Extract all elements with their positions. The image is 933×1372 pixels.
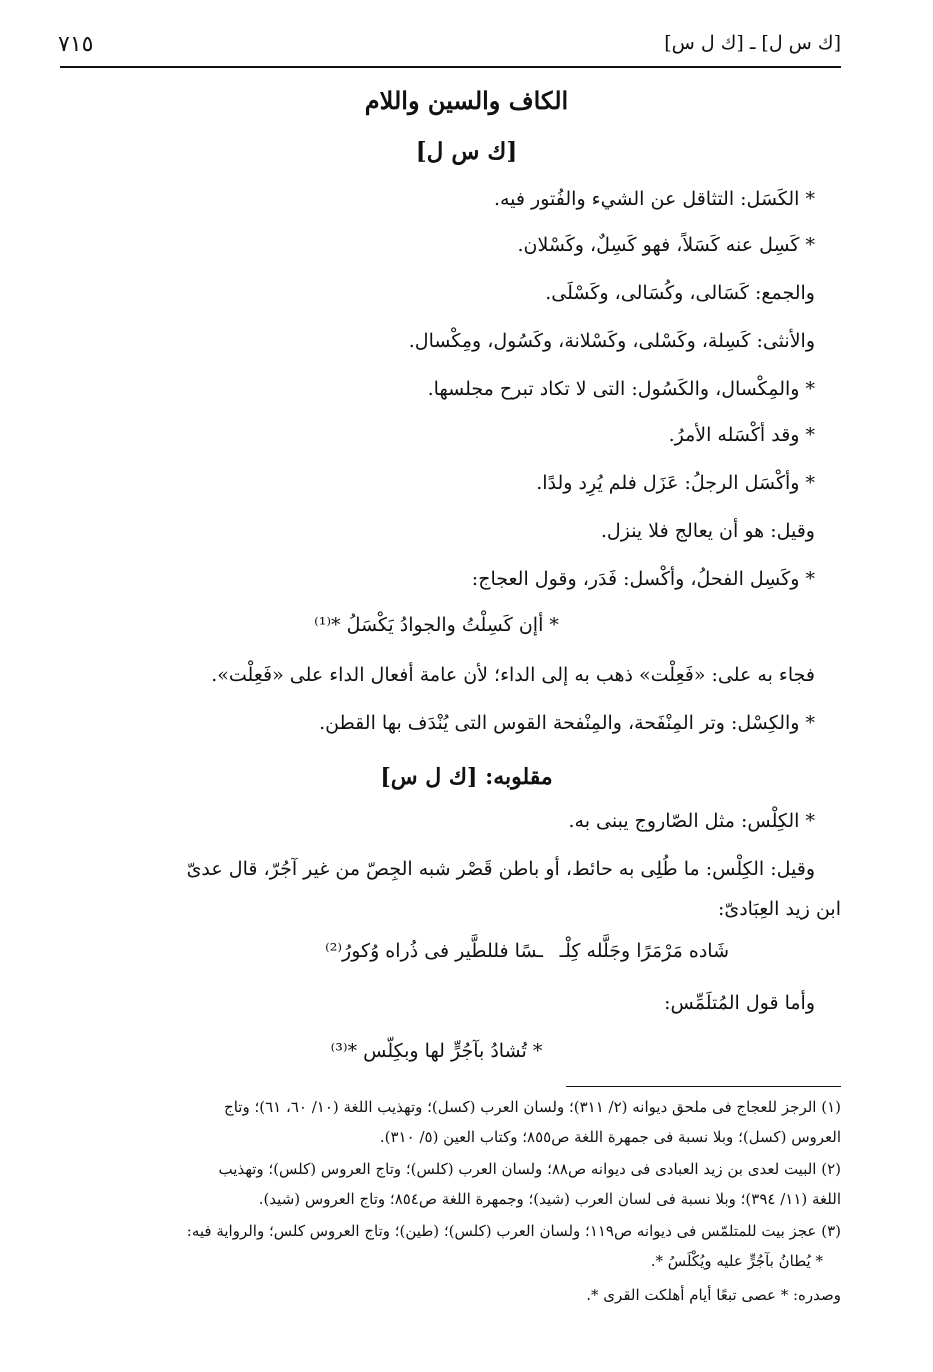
entry-line: وقيل: هو أن يعالج فلا ينزل. — [600, 520, 815, 542]
entry-line: وأما قول المُتلَمِّس: — [664, 992, 815, 1014]
reversed-root-heading: مقلوبه: [ك ل س] — [380, 764, 553, 790]
entry-line: * كَسِل عنه كَسَلاً، فهو كَسِلٌ، وكَسْلان. — [517, 234, 815, 256]
entry-line: وقيل: الكِلْس: ما طُلِى به حائط، أو باطن قَصْر شبه الجِصّ من غير آجُرّ، قال عدىّ — [186, 858, 815, 880]
footnote-line: (١) الرجز للعجاج فى ملحق ديوانه (٢/ ٣١١)؛ ولسان العرب (كسل)؛ وتهذيب اللغة (١٠/ ٦٠، ٦١)؛ وتاج — [224, 1098, 841, 1116]
entry-line: * وكَسِل الفحلُ، وأكْسل: فَدَر، وقول العجاج: — [471, 568, 815, 590]
page-number: ٧١٥ — [58, 32, 94, 57]
footnote-line: * يُطانُ بآجُرٍّ عليه ويُكْلَسُ *. — [650, 1252, 823, 1270]
footnote-line: وصدره: * عصى تبعًا أيام أهلكت القرى *. — [586, 1286, 841, 1304]
mutalammis-verse: * تُشادُ بآجُرٍّ لها وبكِلّس *⁽³⁾ — [330, 1040, 543, 1062]
entry-line: * والكِسْل: وتر المِنْفَحة، والمِنْفحة القوس التى يُنْدَف بها القطن. — [319, 712, 815, 734]
poetry-verse — [0, 940, 933, 974]
footnote-line: اللغة (١١/ ٣٩٤)؛ وبلا نسبة فى لسان العرب (شيد)؛ وجمهرة اللغة ص٨٥٤؛ وتاج العروس (شيد). — [258, 1190, 841, 1208]
entry-line: * الكَسَل: التثاقل عن الشيء والفُتور فيه. — [493, 188, 815, 210]
rajaz-verse: * أإن كَسِلْتُ والجوادُ يَكْسَلُ *⁽¹⁾ — [314, 614, 559, 636]
footnote-divider — [566, 1086, 841, 1087]
footnote-line: (٣) عجز بيت للمتلمّس فى ديوانه ص١١٩؛ ولسان العرب (كلس)؛ (طين)؛ وتاج العروس كلس؛ والرواية فيه: — [186, 1222, 841, 1240]
section-title: الكاف والسين واللام — [364, 86, 569, 115]
entry-line: والجمع: كَسَالى، وكُسَالى، وكَسْلَى. — [545, 282, 815, 304]
entry-line: ابن زيد العِبَادىّ: — [717, 898, 841, 920]
entry-line: فجاء به على: «فَعِلْت» ذهب به إلى الداء؛ لأن عامة أفعال الداء على «فَعِلْت». — [211, 664, 815, 686]
entry-line: والأنثى: كَسِلة، وكَسْلى، وكَسْلانة، وكَسُول، ومِكْسال. — [408, 330, 815, 352]
verse-hemistich-second: ـسًا فللطَّير فى ذُراه وُكورُ⁽²⁾ — [325, 940, 543, 962]
entry-line: * وأكْسَل الرجلُ: عَزَل فلم يُرِد ولدًا. — [536, 472, 815, 494]
verse-hemistich-first: شَاده مَرْمَرًا وجَلَّله كِلْـ — [559, 940, 729, 962]
footnote-line: العروس (كسل)؛ وبلا نسبة فى جمهرة اللغة ص٨٥٥؛ وكتاب العين (٥/ ٣١٠). — [379, 1128, 841, 1146]
header-divider — [60, 66, 841, 68]
entry-line: * الكِلْس: مثل الصّاروج يبنى به. — [568, 810, 815, 832]
entry-line: * وقد أكْسَله الأمرُ. — [668, 424, 815, 446]
running-title: [ك س ل] ـ [ك ل س] — [664, 32, 841, 54]
footnote-line: (٢) البيت لعدى بن زيد العبادى فى ديوانه ص٨٨؛ ولسان العرب (كلس)؛ وتاج العروس (كلس)؛ وتهذيب — [218, 1160, 841, 1178]
root-heading: [ك س ل] — [415, 138, 518, 165]
entry-line: * والمِكْسال، والكَسُول: التى لا تكاد تبرح مجلسها. — [427, 378, 815, 400]
